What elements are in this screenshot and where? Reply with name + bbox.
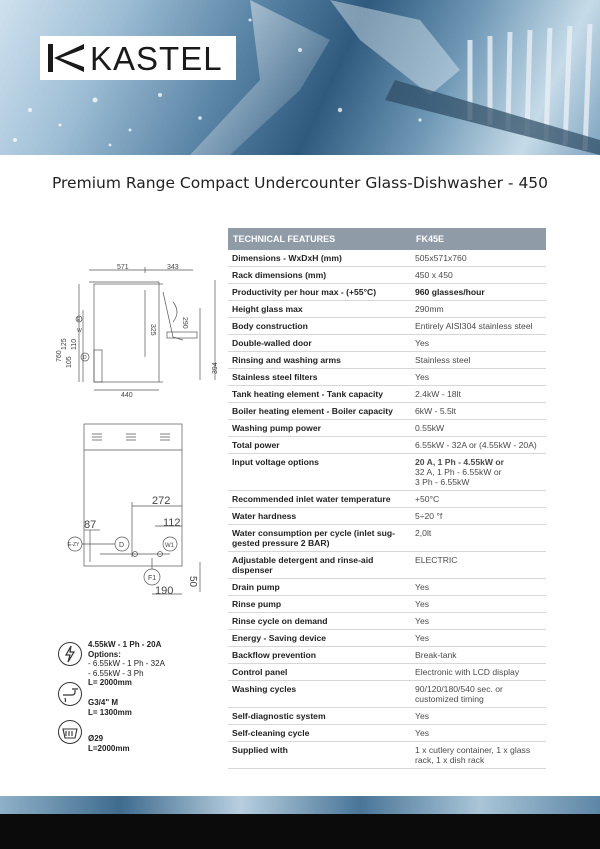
table-row [228,552,546,579]
spec-value: 0.55kW [415,423,445,433]
callout-e: E [77,317,81,323]
table-row [228,596,546,613]
spec-rows [228,250,546,769]
spec-value: Yes [415,599,430,609]
spec-key: Supplied with [232,745,288,755]
footer-photo-strip [0,796,600,814]
spec-key: Rack dimensions (mm) [232,270,327,280]
spec-value: +50°C [415,494,440,504]
spec-key-line: Adjustable detergent and rinse-aid [232,555,374,565]
table-row [228,491,546,508]
spec-value: 2,0lt [415,528,432,538]
dim-760: 760 [56,350,63,362]
table-row [228,318,546,335]
spec-key [228,555,411,575]
spec-value: 290mm [415,304,444,314]
spec-key: Dimensions - WxDxH (mm) [232,253,342,263]
dim-290: 290 [181,317,188,329]
spec-key: Recommended inlet water temperature [232,494,391,504]
spec-value: Stainless steel [415,355,471,365]
table-row [228,301,546,318]
spec-value: Yes [415,372,430,382]
spec-value: 6.55kW - 32A or (4.55kW - 20A) [415,440,537,450]
spec-value: 505x571x760 [415,253,467,263]
water-inlet-thread: G3/4" M [88,698,119,707]
spec-value: Yes [415,338,430,348]
spec-key: Rinse pump [232,599,282,609]
callout-w: W [77,328,82,334]
callout-d2: D [119,542,125,549]
drain-icon [58,720,82,744]
dim-105: 105 [66,356,73,368]
table-row [228,708,546,725]
dim-125: 125 [61,338,68,350]
spec-value: ELECTRIC [415,555,458,565]
spec-value-line: 20 A, 1 Ph - 4.55kW or [415,457,504,467]
table-row [228,630,546,647]
spec-value: Yes [415,633,430,643]
electric-option-2: - 6.55kW - 3 Ph [88,668,144,678]
spec-key: Stainless steel filters [232,372,318,382]
table-row [228,420,546,437]
electric-options: Options: [88,649,121,659]
spec-value [411,457,546,487]
water-inlet-icon [58,682,82,706]
spec-value [411,745,546,765]
dim-394: 394 [212,362,219,374]
brand-logo [40,36,236,80]
spec-value: Entirely AISI304 stainless steel [415,321,533,331]
spec-value [411,684,546,704]
table-row [228,284,546,301]
table-row [228,681,546,708]
dim-343: 343 [167,264,179,271]
brand-name: KASTEL [90,39,223,77]
table-row [228,335,546,352]
spec-value-line: rack, 1 x dish rack [415,755,485,765]
dim-272: 272 [152,495,171,507]
spec-key: Double-walled door [232,338,312,348]
table-row [228,386,546,403]
callout-w1: W1 [165,543,174,549]
table-row [228,725,546,742]
table-row [228,508,546,525]
spec-key: Input voltage options [232,457,319,467]
spec-value-line: 32 A, 1 Ph - 6.55kW or [415,467,502,477]
spec-key: Washing pump power [232,423,321,433]
dim-190: 190 [155,585,174,597]
spec-value: 2.4kW - 18lt [415,389,461,399]
callout-d: D [83,355,87,361]
drain-diameter: Ø29 [88,734,104,743]
spec-key: Boiler heating element - Boiler capacity [232,406,393,416]
spec-key: Energy - Saving device [232,633,327,643]
table-row [228,454,546,491]
spec-value: 5÷20 °f [415,511,443,521]
spec-value: Yes [415,616,430,626]
callout-f1: F1 [148,575,157,582]
footer-bar [0,814,600,849]
spec-key: Self-cleaning cycle [232,728,310,738]
spec-value-line: customized timing [415,694,484,704]
spec-key: Backflow prevention [232,650,317,660]
page-title: Premium Range Compact Undercounter Glass-Dishwasher - 450 [51,174,549,192]
spec-header-left: TECHNICAL FEATURES [233,234,336,244]
table-row [228,403,546,420]
spec-key: Self-diagnostic system [232,711,326,721]
spec-value: Electronic with LCD display [415,667,520,677]
table-row [228,369,546,386]
spec-key: Rinsing and washing arms [232,355,341,365]
table-row [228,525,546,552]
spec-key: Total power [232,440,280,450]
table-row [228,664,546,681]
spec-table-header [228,228,546,250]
spec-value: Yes [415,582,430,592]
spec-key [228,528,411,548]
drain-length: L=2000mm [88,743,130,753]
table-row [228,352,546,369]
spec-table [228,228,546,769]
spec-header-right: FK45E [416,234,445,244]
spec-key: Washing cycles [232,684,297,694]
spec-key: Drain pump [232,582,280,592]
spec-value: Yes [415,728,430,738]
spec-key-line: gested pressure 2 BAR) [232,538,330,548]
dim-87: 87 [84,519,97,531]
spec-key: Water hardness [232,511,297,521]
spec-value: 960 glasses/hour [415,287,485,297]
dim-325: 325 [149,324,156,336]
spec-value-line: 3 Ph - 6.55kW [415,477,470,487]
spec-key: Tank heating element - Tank capacity [232,389,384,399]
spec-key: Body construction [232,321,308,331]
spec-value-line: 1 x cutlery container, 1 x glass [415,745,531,755]
electric-main: 4.55kW - 1 Ph - 20A [88,640,162,649]
dim-110: 110 [71,338,78,350]
spec-key: Control panel [232,667,288,677]
spec-value: 450 x 450 [415,270,453,280]
table-row [228,742,546,769]
callout-ezy: E-ZY [68,542,80,548]
spec-key: Rinse cycle on demand [232,616,328,626]
spec-key: Height glass max [232,304,303,314]
dim-50: 50 [187,576,198,588]
kastel-logo-icon [46,42,86,74]
dim-112: 112 [163,517,181,529]
spec-value: Break-tank [415,650,457,660]
rear-plan-drawing [60,422,225,602]
table-row [228,613,546,630]
electric-option-1: - 6.55kW - 1 Ph - 32A [88,659,165,668]
electric-icon [58,642,82,666]
spec-value: 6kW - 5.5lt [415,406,457,416]
spec-key-line: dispenser [232,565,273,575]
water-inlet-length: L= 1300mm [88,707,132,717]
table-row [228,647,546,664]
spec-value: Yes [415,711,430,721]
table-row [228,250,546,267]
electric-cable-length: L= 2000mm [88,678,132,687]
table-row [228,579,546,596]
spec-key-line: Water consumption per cycle (inlet sug- [232,528,395,538]
dim-440: 440 [121,392,133,397]
dim-571: 571 [117,264,129,271]
spec-key: Productivity per hour max - (+55°C) [232,287,377,297]
table-row [228,267,546,284]
table-row [228,437,546,454]
spec-value-line: 90/120/180/540 sec. or [415,684,503,694]
side-elevation-drawing [55,262,225,397]
